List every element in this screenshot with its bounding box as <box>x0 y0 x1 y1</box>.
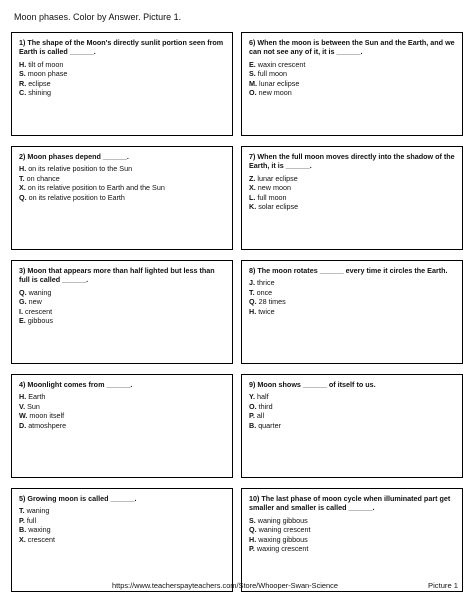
answer-text: gibbous <box>27 316 53 326</box>
answer-text: on its relative position to Earth and the Sun <box>27 183 165 193</box>
answer-text: twice <box>258 306 275 316</box>
answer-text: thrice <box>257 278 275 288</box>
answer-letter: J. <box>249 278 255 288</box>
answer-text: moon itself <box>29 411 65 421</box>
answer-text: on chance <box>26 173 60 183</box>
answer-text: crescent <box>25 306 53 316</box>
answer-letter: H. <box>19 59 27 69</box>
answer-letter: Z. <box>249 173 256 183</box>
answer-text: waxing gibbous <box>258 534 308 544</box>
question-card <box>241 146 463 250</box>
answer-options <box>19 164 226 202</box>
answer-option <box>19 506 226 515</box>
answer-options <box>19 288 226 326</box>
question-card <box>11 32 233 136</box>
answer-option <box>249 193 456 202</box>
answer-text: lunar eclipse <box>257 173 298 183</box>
answer-letter: B. <box>19 525 27 535</box>
question-card <box>11 374 233 478</box>
answer-text: waxin crescent <box>257 59 306 69</box>
answer-letter: I. <box>19 306 23 316</box>
answer-text: quarter <box>258 420 281 430</box>
answer-option <box>19 307 226 316</box>
question-card <box>241 32 463 136</box>
answer-text: waning <box>26 506 50 516</box>
answer-option <box>249 535 456 544</box>
question-text: 9) Moon shows ______ of itself to us. <box>249 380 376 389</box>
footer-store-url: https://www.teacherspayteachers.com/Store/Whooper-Swan-Science <box>112 581 338 590</box>
question-card <box>241 488 463 592</box>
answer-letter: Q. <box>249 297 257 307</box>
answer-option <box>249 202 456 211</box>
answer-letter: E. <box>249 59 256 69</box>
answer-letter: W. <box>19 411 28 421</box>
answer-letter: T. <box>19 506 25 516</box>
answer-letter: X. <box>249 183 256 193</box>
answer-option <box>249 411 456 420</box>
answer-letter: H. <box>19 164 27 174</box>
answer-letter: Y. <box>249 392 255 402</box>
answer-letter: X. <box>19 534 26 544</box>
answer-option <box>249 88 456 97</box>
answer-letter: T. <box>249 287 255 297</box>
answer-option <box>249 421 456 430</box>
answer-letter: S. <box>249 69 256 79</box>
answer-letter: O. <box>249 401 257 411</box>
answer-letter: Q. <box>19 287 27 297</box>
answer-text: on its relative position to Earth <box>28 192 125 202</box>
answer-text: full <box>26 515 37 525</box>
answer-options <box>19 506 226 544</box>
answer-text: new <box>28 297 42 307</box>
answer-text: 28 times <box>258 297 286 307</box>
answer-option <box>249 278 456 287</box>
answer-letter: P. <box>19 515 25 525</box>
answer-option <box>249 79 456 88</box>
question-card <box>11 146 233 250</box>
question-grid <box>11 32 463 592</box>
answer-text: Sun <box>27 401 40 411</box>
answer-letter: S. <box>19 69 26 79</box>
answer-options <box>19 60 226 98</box>
question-text: 1) The shape of the Moon's directly sunlit portion seen from Earth is called ______. <box>19 38 224 57</box>
answer-option <box>19 525 226 534</box>
answer-letter: D. <box>19 420 27 430</box>
answer-options <box>249 516 456 554</box>
answer-option <box>19 164 226 173</box>
answer-text: full moon <box>257 192 287 202</box>
answer-option <box>19 60 226 69</box>
answer-text: crescent <box>27 534 55 544</box>
answer-letter: V. <box>19 401 26 411</box>
answer-text: eclipse <box>28 78 51 88</box>
answer-letter: M. <box>249 78 257 88</box>
answer-letter: P. <box>249 411 255 421</box>
answer-letter: K. <box>249 202 257 212</box>
answer-text: moon phase <box>27 69 68 79</box>
answer-option <box>19 88 226 97</box>
answer-letter: T. <box>19 173 25 183</box>
question-text: 3) Moon that appears more than half lighted but less than full is called ______. <box>19 266 215 285</box>
answer-option <box>19 69 226 78</box>
answer-option <box>19 193 226 202</box>
answer-text: all <box>256 411 265 421</box>
answer-text: once <box>256 287 273 297</box>
question-text: 2) Moon phases depend ______. <box>19 152 129 161</box>
answer-letter: H. <box>249 534 257 544</box>
answer-text: half <box>257 392 269 402</box>
answer-option <box>19 421 226 430</box>
question-card <box>241 260 463 364</box>
answer-text: lunar eclipse <box>258 78 300 88</box>
answer-text: on its relative position to the Sun <box>28 164 133 174</box>
answer-option <box>19 288 226 297</box>
answer-options <box>19 392 226 430</box>
answer-text: third <box>258 401 273 411</box>
answer-text: waxing crescent <box>256 544 309 554</box>
answer-letter: Q. <box>19 192 27 202</box>
question-text: 8) The moon rotates ______ every time it circles the Earth. <box>249 266 448 275</box>
answer-text: atmoshpere <box>28 420 67 430</box>
question-text: 4) Moonlight comes from ______. <box>19 380 133 389</box>
answer-letter: B. <box>249 420 257 430</box>
question-card <box>11 488 233 592</box>
answer-option <box>249 183 456 192</box>
answer-text: waning <box>28 287 52 297</box>
answer-letter: H. <box>19 392 27 402</box>
answer-options <box>249 278 456 316</box>
answer-letter: C. <box>19 88 27 98</box>
answer-text: waxing <box>28 525 51 535</box>
answer-text: full moon <box>257 69 287 79</box>
answer-letter: H. <box>249 306 257 316</box>
answer-option <box>249 174 456 183</box>
answer-letter: S. <box>249 515 256 525</box>
answer-option <box>19 183 226 192</box>
answer-option <box>249 392 456 401</box>
answer-option <box>19 79 226 88</box>
answer-option <box>249 69 456 78</box>
answer-option <box>19 411 226 420</box>
answer-text: new moon <box>258 88 292 98</box>
question-text: 7) When the full moon moves directly into the shadow of the Earth, it is ______. <box>249 152 455 171</box>
answer-letter: E. <box>19 316 26 326</box>
question-text: 10) The last phase of moon cycle when illuminated part get smaller and smaller is called ______. <box>249 494 451 513</box>
answer-text: waning gibbous <box>257 515 308 525</box>
answer-option <box>19 297 226 306</box>
answer-option <box>19 392 226 401</box>
answer-letter: O. <box>249 88 257 98</box>
answer-text: waning crescent <box>258 525 311 535</box>
question-text: 6) When the moon is between the Sun and the Earth, and we can not see any of it, it is ______. <box>249 38 455 57</box>
answer-option <box>249 525 456 534</box>
answer-text: Earth <box>28 392 46 402</box>
answer-text: new moon <box>257 183 291 193</box>
answer-option <box>19 316 226 325</box>
answer-option <box>249 60 456 69</box>
answer-option <box>19 174 226 183</box>
question-card <box>11 260 233 364</box>
answer-option <box>19 516 226 525</box>
answer-options <box>249 60 456 98</box>
answer-option <box>249 544 456 553</box>
answer-letter: L. <box>249 192 256 202</box>
question-card <box>241 374 463 478</box>
page-title: Moon phases. Color by Answer. Picture 1. <box>14 12 182 22</box>
answer-text: tilt of moon <box>28 59 64 69</box>
answer-letter: R. <box>19 78 27 88</box>
question-text: 5) Growing moon is called ______. <box>19 494 137 503</box>
footer-picture-label: Picture 1 <box>428 581 458 590</box>
answer-option <box>249 297 456 306</box>
answer-options <box>249 392 456 430</box>
answer-letter: X. <box>19 183 26 193</box>
answer-letter: P. <box>249 544 255 554</box>
answer-text: solar eclipse <box>258 202 299 212</box>
answer-option <box>249 288 456 297</box>
answer-option <box>249 402 456 411</box>
answer-text: shining <box>28 88 51 98</box>
answer-option <box>19 402 226 411</box>
answer-letter: Q. <box>249 525 257 535</box>
answer-letter: G. <box>19 297 27 307</box>
answer-option <box>249 516 456 525</box>
answer-options <box>249 174 456 212</box>
answer-option <box>249 307 456 316</box>
answer-option <box>19 535 226 544</box>
